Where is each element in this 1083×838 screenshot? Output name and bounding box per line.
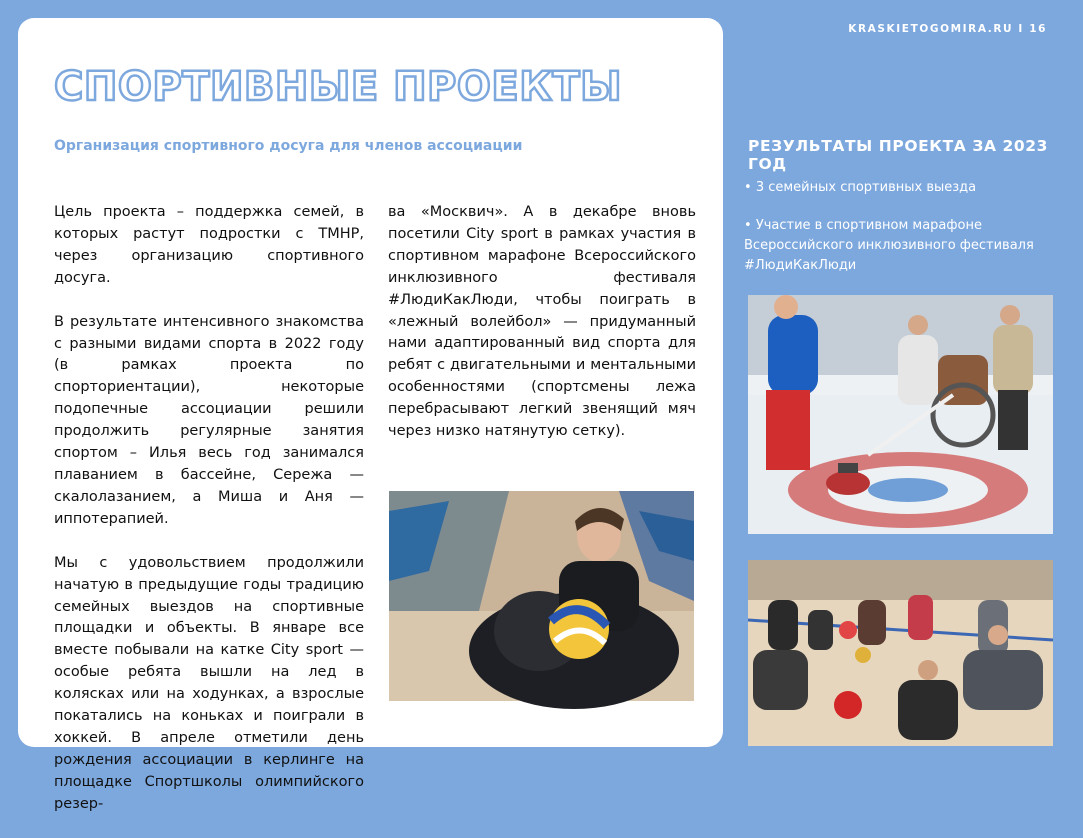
paragraph-goal: Цель проекта – поддержка семей, в которых растут подростки с ТМНР, через организацию спортивного досуга.	[54, 204, 364, 286]
list-item: • 3 семейных спортивных выезда	[744, 178, 1059, 198]
page-title: СПОРТИВНЫЕ ПРОЕКТЫ	[54, 64, 623, 110]
photo-lying-volleyball	[748, 560, 1053, 746]
text-column-left	[54, 202, 364, 838]
photo-boy-with-volleyball	[389, 491, 694, 701]
paragraph-family-trips: Мы с удовольствием продолжили начатую в предыдущие годы традицию семейных выездов на спортивные площадки и объекты. В январе все вместе побывали на катке City sport — особые ребята вышли на лед в колясках или на ходунках, а взрослые покатались на коньках и поиграли в хоккей. В апреле отметили день рождения ассоциации в керлинге на площадке Спортшколы олимпийского резер-	[54, 554, 364, 812]
photo-curling	[748, 295, 1053, 534]
results-list	[744, 178, 1059, 294]
paragraph-continuation: ва «Москвич». А в декабре вновь посетили City sport в рамках участия в спортивном марафоне Всероссийского инклюзивного фестиваля #ЛюдиКакЛюди, чтобы поиграть в «лежный волейбол» — придуманный нами адаптированный вид спорта для ребят с двигательными и ментальными особенностями (спортсмены лежа перебрасывают легкий звенящий мяч через низко натянутую сетку).	[388, 204, 696, 440]
site-page-header: KRASKIETOGOMIRA.RU I 16	[848, 23, 1047, 35]
results-title: РЕЗУЛЬТАТЫ ПРОЕКТА ЗА 2023 ГОД	[748, 137, 1049, 173]
page-subtitle: Организация спортивного досуга для членов ассоциации	[54, 138, 523, 154]
list-item: • Участие в спортивном марафоне Всероссийского инклюзивного фестиваля #ЛюдиКакЛюди	[744, 216, 1059, 276]
paragraph-results-2022: В результате интенсивного знакомства с разными видами спорта в 2022 году (в рамках проекта по спорториентации), некоторые подопечные ассоциации решили продолжить регулярные занятия спортом – Илья весь год занимался плаванием в бассейне, Сережа — скалолазанием, а Миша и Аня — иппотерапией.	[54, 313, 364, 527]
text-column-right	[388, 202, 696, 465]
